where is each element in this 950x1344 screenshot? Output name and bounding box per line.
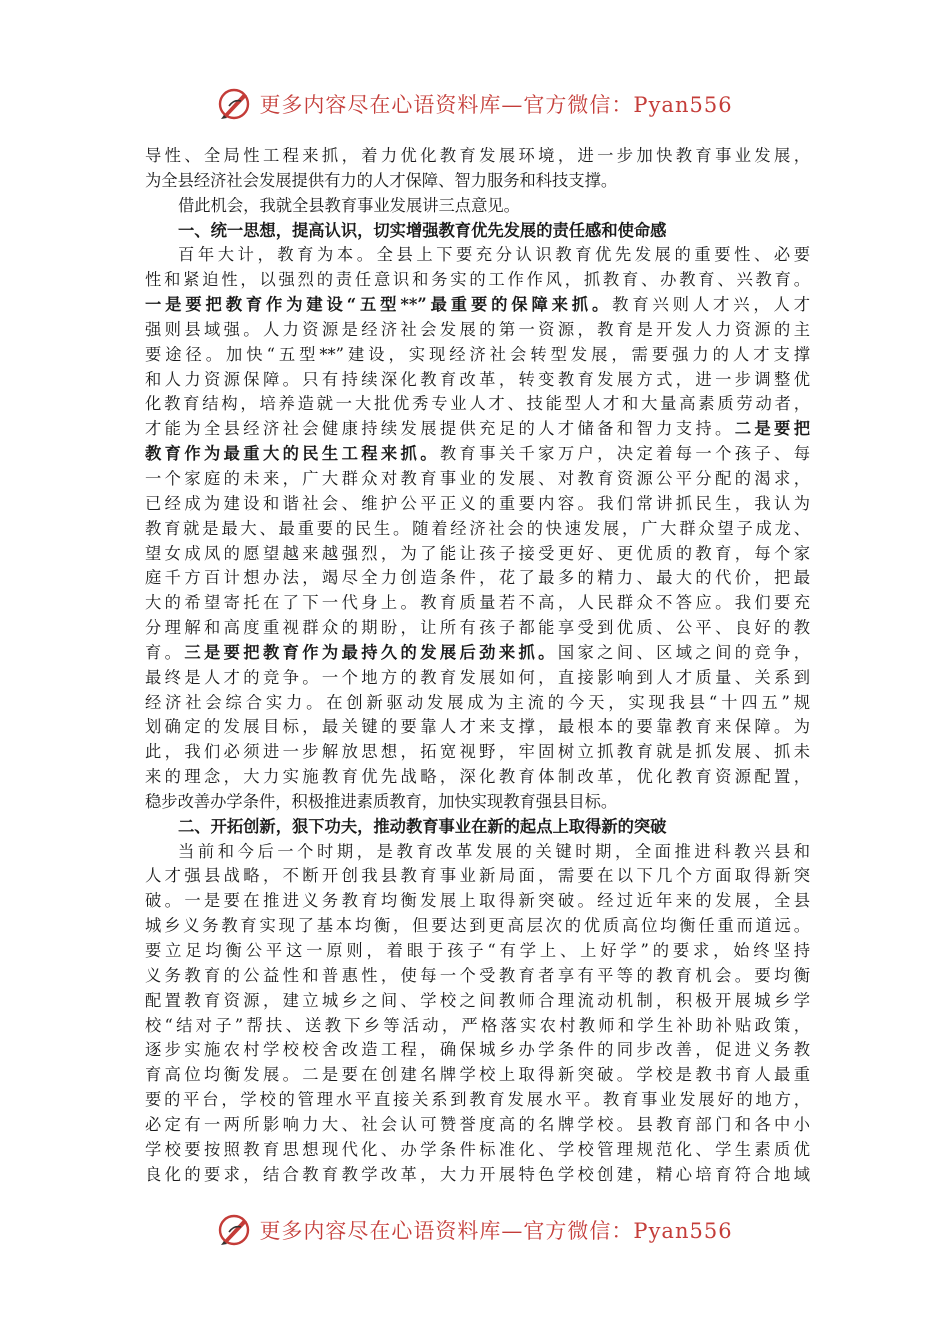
text-line [145,840,810,865]
text-run: 经济社会综合实力。在创新驱动发展成为主流的今天，实现我县“十四五”规 [145,692,810,712]
text-run: 配置教育资源，建立城乡之间、学校之间教师合理流动机制，积极开展城乡学 [145,990,810,1010]
text-line [145,243,810,268]
text-run: 破。一是要在推进义务教育均衡发展上取得新突破。经过近年来的发展，全县 [145,891,810,911]
paragraph [145,194,810,219]
text-line [145,1038,810,1063]
text-line [145,641,810,666]
text-run: 划确定的发展目标，最关键的要靠人才来支撑，最根本的要靠教育来保障。为 [145,717,810,737]
text-line [145,691,810,716]
text-run: 已经成为建设和谐社会、维护公平正义的重要内容。我们常讲抓民生，我认为 [145,493,810,513]
section-heading [145,219,810,244]
text-line [145,1138,810,1163]
text-run: 百年大计，教育为本。全县上下要充分认识教育优先发展的重要性、必要 [178,245,810,265]
text-run: 人才强县战略，不断开创我县教育事业新局面，需要在以下几个方面取得新突 [145,866,810,886]
paragraph [145,840,810,1188]
text-run: 良化的要求，结合教育教学改革，大力开展特色学校创建，精心培育符合地域 [145,1164,810,1184]
text-run: 一个家庭的未来，广大群众对教育事业的发展、对教育资源公平分配的渴求， [145,468,810,488]
text-line [145,591,810,616]
text-line [145,492,810,517]
header-banner [0,84,950,124]
bold-phrase: 二是要把 [734,419,810,439]
bold-phrase: 一是要把教育作为建设“五型**”最重要的保障来抓。 [145,295,613,315]
text-run: 强则县域强。人力资源是经济社会发展的第一资源，教育是开发人力资源的主 [145,319,810,339]
bold-phrase: 三是要把教育作为最持久的发展后劲来抓。 [184,642,558,662]
text-line [145,1014,810,1039]
text-line [145,1113,810,1138]
text-line [145,566,810,591]
pen-logo-icon [217,86,253,122]
text-line [145,194,810,219]
text-line [145,790,810,815]
text-line [145,542,810,567]
text-run: 学校要按照教育思想现代化、办学条件标准化、学校管理规范化、学生素质优 [145,1139,810,1159]
text-line [145,715,810,740]
pen-logo-icon [217,1212,253,1248]
text-line [145,989,810,1014]
text-run: 必定有一两所影响力大、社会认可赞誉度高的名牌学校。县教育部门和各中小 [145,1114,810,1134]
text-line [145,517,810,542]
text-line [145,765,810,790]
text-line [145,169,810,194]
bold-phrase: 教育作为最重大的民生工程来抓。 [145,444,440,464]
text-line [145,914,810,939]
text-run: 逐步实施农村学校校舍改造工程，确保城乡办学条件的同步改善，促进义务教 [145,1040,810,1060]
text-line [145,964,810,989]
text-run: 育高位均衡发展。二是要在创建名牌学校上取得新突破。学校是教书育人最重 [145,1065,810,1085]
banner-text: 更多内容尽在心语资料库—官方微信：Pyan556 [259,1219,733,1243]
text-run: 才能为全县经济社会健康持续发展提供充足的人才储备和智力支持。 [145,419,735,439]
text-line [145,417,810,442]
text-line [145,1088,810,1113]
text-run: 教育事关千家万户，决定着每一个孩子、每 [439,444,810,464]
text-line [145,368,810,393]
text-line [145,889,810,914]
text-line [145,293,810,318]
footer-banner [0,1210,950,1250]
text-run: 稳步改善办学条件，积极推进素质教育，加快实现教育强县目标。 [145,791,618,811]
text-run: 义务教育的公益性和普惠性，使每一个受教育者享有平等的教育机会。要均衡 [145,965,810,985]
section-heading [145,815,810,840]
text-line [145,442,810,467]
text-run: 最终是人才的竞争。一个地方的教育发展如何，直接影响到人才质量、关系到 [145,667,810,687]
text-run: 大的希望寄托在了下一代身上。教育质量若不高，人民群众不答应。我们要充 [145,593,810,613]
text-run: 国家之间、区域之间的竞争， [557,642,810,662]
text-run: 二、开拓创新，狠下功夫，推动教育事业在新的起点上取得新的突破 [178,816,667,836]
text-run: 此，我们必须进一步解放思想，拓宽视野，牢固树立抓教育就是抓发展、抓未 [145,742,810,762]
paragraph [145,144,810,194]
text-line [145,1063,810,1088]
text-run: 教育兴则人才兴，人才 [612,295,810,315]
text-run: 和人力资源保障。只有持续深化教育改革，转变教育发展方式，进一步调整优 [145,369,810,389]
text-run: 育。 [145,642,185,662]
text-line [145,815,810,840]
text-run: 要的平台，学校的管理水平直接关系到教育发展水平。教育事业发展好的地方， [145,1090,810,1110]
banner-text: 更多内容尽在心语资料库—官方微信：Pyan556 [259,93,733,117]
text-run: 要途径。加快“五型**”建设，实现经济社会转型发展，需要强力的人才支撑 [145,344,810,364]
text-line [145,467,810,492]
text-line [145,268,810,293]
text-line [145,219,810,244]
text-run: 化教育结构，培养造就一大批优秀专业人才、技能型人才和大量高素质劳动者， [145,394,810,414]
text-line [145,343,810,368]
text-run: 性和紧迫性，以强烈的责任意识和务实的工作作风，抓教育、办教育、兴教育。 [145,270,810,290]
text-line [145,1163,810,1188]
text-run: 庭千方百计想办法，竭尽全力创造条件，花了最多的精力、最大的代价，把最 [145,568,810,588]
text-run: 借此机会，我就全县教育事业发展讲三点意见。 [178,195,520,215]
text-line [145,740,810,765]
text-run: 望女成凤的愿望越来越强烈，为了能让孩子接受更好、更优质的教育，每个家 [145,543,810,563]
text-run: 为全县经济社会发展提供有力的人才保障、智力服务和科技支撑。 [145,170,618,190]
text-run: 分理解和高度重视群众的期盼，让所有孩子都能享受到优质、公平、良好的教 [145,618,810,638]
text-run: 当前和今后一个时期，是教育改革发展的关键时期，全面推进科教兴县和 [178,841,810,861]
text-run: 导性、全局性工程来抓，着力优化教育发展环境，进一步加快教育事业发展， [145,146,810,165]
paragraph [145,243,810,814]
text-line [145,392,810,417]
text-run: 一、统一思想，提高认识，切实增强教育优先发展的责任感和使命感 [178,220,667,240]
text-run: 校“结对子”帮扶、送教下乡等活动，严格落实农村教师和学生补助补贴政策， [145,1015,810,1035]
text-line [145,939,810,964]
text-run: 来的理念，大力实施教育优先战略，深化教育体制改革，优化教育资源配置， [145,767,810,787]
text-line [145,616,810,641]
text-line [145,318,810,343]
text-run: 要立足均衡公平这一原则，着眼于孩子“有学上、上好学”的要求，始终坚持 [145,941,810,960]
text-run: 教育就是最大、最重要的民生。随着经济社会的快速发展，广大群众望子成龙、 [145,518,810,538]
text-line [145,666,810,691]
document-body [145,144,810,1187]
text-line [145,864,810,889]
text-run: 城乡义务教育实现了基本均衡，但要达到更高层次的优质高位均衡任重而道远。 [145,916,810,936]
text-line [145,144,810,169]
